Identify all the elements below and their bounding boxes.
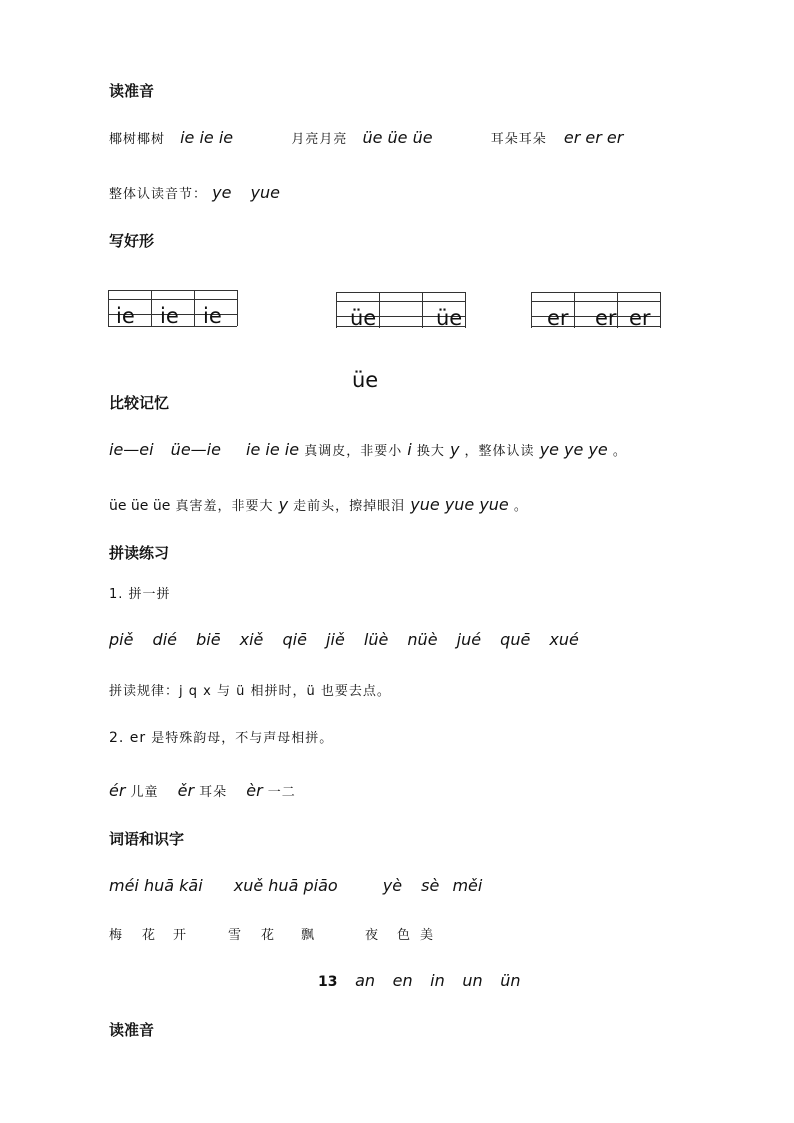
grid-cell: üe xyxy=(436,306,463,330)
syllable: biē xyxy=(196,630,221,649)
compare-y: y xyxy=(449,440,460,459)
grid-cell: er xyxy=(547,306,569,330)
compare-stop: 。 xyxy=(612,444,627,459)
whole-syllable-label: 整体认读音节： xyxy=(109,187,208,202)
grid-cell: er xyxy=(595,306,617,330)
syllable: nüè xyxy=(407,630,438,649)
compare-line-1 xyxy=(109,440,627,459)
words-hanzi: 花 xyxy=(142,928,156,943)
write-extra-ue: üe xyxy=(352,368,379,392)
compare-pair: üe—ie xyxy=(170,440,221,459)
er-word-py: èr xyxy=(246,781,263,800)
grid-cell: ie xyxy=(203,304,222,328)
read-py-er: er er er xyxy=(563,128,624,147)
compare-line-2 xyxy=(109,495,528,514)
writing-grid-ue xyxy=(336,292,465,328)
words-hanzi: 开 xyxy=(173,928,187,943)
practice-rule: 拼读规律：j q x 与 ü 相拼时，ü 也要去点。 xyxy=(109,684,391,699)
read-py-ue: üe üe üe xyxy=(362,128,433,147)
section-heading-words: 词语和识字 xyxy=(109,830,185,848)
compare-y: y xyxy=(278,495,289,514)
read-zh-moon: 月亮月亮 xyxy=(291,132,348,147)
words-hanzi: 梅 xyxy=(109,928,123,943)
er-word-zh: 耳朵 xyxy=(199,785,228,800)
compare-stop: 。 xyxy=(513,499,528,514)
practice-step-2 xyxy=(109,727,333,746)
syllable: qiē xyxy=(282,630,307,649)
compare-rhyme-text: 走前头，擦掉眼泪 xyxy=(293,499,406,514)
compare-rhyme-text: 换大 xyxy=(416,444,445,459)
section-heading-read: 读准音 xyxy=(109,82,155,100)
er-word-py: ěr xyxy=(177,781,195,800)
section-heading-practice: 拼读练习 xyxy=(109,544,170,562)
er-word-py: ér xyxy=(109,781,126,800)
syllable: xiě xyxy=(239,630,264,649)
compare-rhyme-py: ie ie ie xyxy=(246,440,300,459)
practice-step-1: 1. 拼一拼 xyxy=(109,587,171,602)
lesson-final: ün xyxy=(500,971,521,990)
er-word-zh: 儿童 xyxy=(130,785,159,800)
words-hanzi: 花 xyxy=(261,928,275,943)
compare-pair: ie—ei xyxy=(109,440,154,459)
grid-cell: ie xyxy=(116,304,135,328)
words-py-group: yè xyxy=(382,876,403,895)
syllable-row xyxy=(109,630,593,649)
read-line xyxy=(109,128,623,147)
lesson-final: un xyxy=(462,971,483,990)
er-word-zh: 一二 xyxy=(267,785,296,800)
words-py-group: méi huā kāi xyxy=(109,876,203,895)
whole-syllable-yue: yue xyxy=(250,183,280,202)
section-heading-read-2: 读准音 xyxy=(109,1021,155,1039)
grid-cell: er xyxy=(629,306,651,330)
words-pinyin-row xyxy=(109,876,482,895)
whole-syllable-line xyxy=(109,183,280,202)
syllable: dié xyxy=(152,630,177,649)
read-zh-ear: 耳朵耳朵 xyxy=(490,132,547,147)
er-words-row xyxy=(109,781,296,800)
syllable: xué xyxy=(549,630,579,649)
step2-text: 是特殊韵母，不与声母相拼。 xyxy=(151,731,334,746)
compare-end: ye ye ye xyxy=(539,440,608,459)
compare-rhyme-text: ，整体认读 xyxy=(464,444,535,459)
grid-cell: ie xyxy=(160,304,179,328)
whole-syllable-ye: ye xyxy=(212,183,232,202)
step2-py: 2. er xyxy=(109,730,147,746)
syllable: jiě xyxy=(326,630,345,649)
section-heading-write: 写好形 xyxy=(109,232,155,250)
lesson-number: 13 xyxy=(318,974,338,990)
compare-rhyme-text: 真害羞，非要大 xyxy=(175,499,274,514)
compare-end: yue yue yue xyxy=(410,495,509,514)
section-heading-compare: 比较记忆 xyxy=(109,394,170,412)
read-py-ie: ie ie ie xyxy=(180,128,234,147)
words-py-group: sè xyxy=(421,876,440,895)
writing-grid-ie xyxy=(108,290,237,326)
syllable: lüè xyxy=(363,630,389,649)
syllable: quē xyxy=(500,630,531,649)
words-hanzi: 雪 xyxy=(228,928,242,943)
syllable: piě xyxy=(109,630,134,649)
words-hanzi: 飘 xyxy=(301,928,315,943)
writing-grid-er xyxy=(531,292,660,328)
compare-i: i xyxy=(407,440,412,459)
lesson-final: en xyxy=(392,971,413,990)
words-hanzi: 美 xyxy=(420,928,434,943)
words-hanzi: 色 xyxy=(397,928,411,943)
compare-rhyme-text: 真调皮，非要小 xyxy=(304,444,403,459)
words-py-group: měi xyxy=(452,876,483,895)
words-hanzi: 夜 xyxy=(365,928,379,943)
read-zh-coconut: 椰树椰树 xyxy=(109,132,166,147)
lesson-title xyxy=(318,971,520,990)
grid-cell: üe xyxy=(350,306,377,330)
lesson-final: an xyxy=(355,971,376,990)
compare-rhyme-py: üe üe üe xyxy=(109,498,171,514)
words-py-group: xuě huā piāo xyxy=(233,876,338,895)
lesson-final: in xyxy=(430,971,445,990)
syllable: jué xyxy=(456,630,482,649)
